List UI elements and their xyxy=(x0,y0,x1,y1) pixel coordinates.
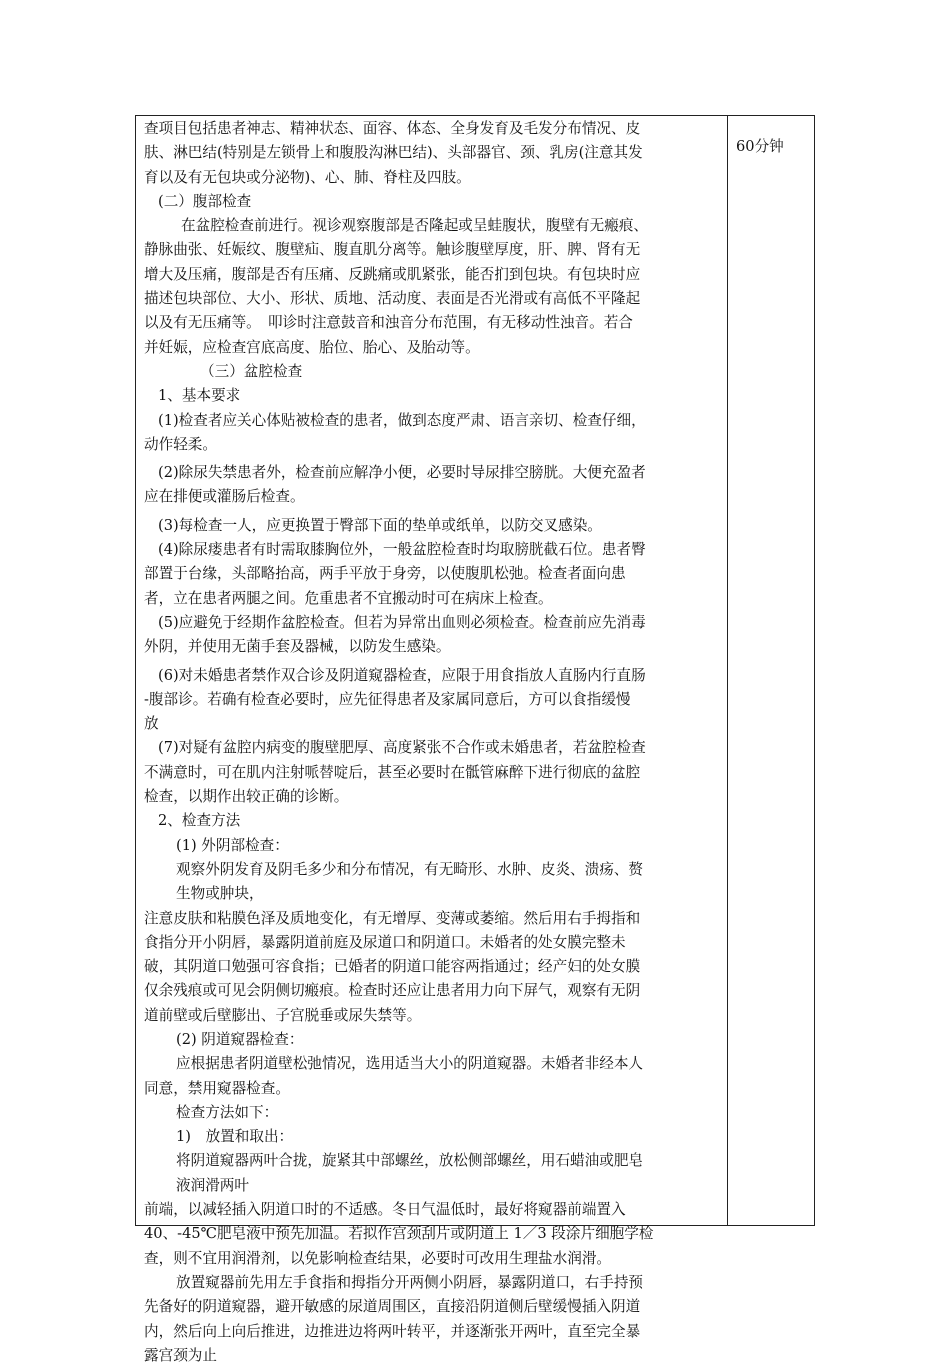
column-divider xyxy=(727,115,728,1226)
subsection-heading: 1、基本要求 xyxy=(158,387,241,405)
text-line: 外阴，并使用无菌手套及器械，以防发生感染。 xyxy=(144,638,451,656)
text-line: 内，然后向上向后推进，边推进边将两叶转平，并逐渐张开两叶，直至完全暴 xyxy=(144,1322,641,1340)
text-line: 应根据患者阴道壁松弛情况，选用适当大小的阴道窥器。未婚者非经本人 xyxy=(176,1055,644,1073)
text-line: 前端，以减轻插入阴道口时的不适感。冬日气温低时，最好将窥器前端置入 xyxy=(144,1201,626,1219)
text-line: 部置于台缘，头部略抬高，两手平放于身旁，以使腹肌松弛。检查者面向患 xyxy=(144,565,626,583)
text-line: 仅余残痕或可见会阴侧切瘢痕。检查时还应让患者用力向下屏气，观察有无阴 xyxy=(144,982,641,1000)
text-line: 放 xyxy=(144,715,159,733)
text-line: (1)检查者应关心体贴被检查的患者，做到态度严肃、语言亲切、检查仔细， xyxy=(158,411,646,429)
text-line: 肤、淋巴结(特别是左锁骨上和腹股沟淋巴结)、头部器官、颈、乳房(注意其发 xyxy=(144,144,643,162)
content-cell xyxy=(144,117,722,1368)
subsection-heading: (1) 外阴部检查： xyxy=(176,836,289,854)
section-heading-abdomen: (二）腹部检查 xyxy=(158,192,252,210)
text-line: 者，立在患者两腿之间。危重患者不宜搬动时可在病床上检查。 xyxy=(144,589,553,607)
text-line: 道前壁或后壁膨出、子宫脱垂或尿失禁等。 xyxy=(144,1006,422,1024)
text-line: (7)对疑有盆腔内病变的腹壁肥厚、高度紧张不合作或未婚患者，若盆腔检查 xyxy=(158,739,646,757)
text-line: (3)每检查一人，应更换置于臀部下面的垫单或纸单，以防交叉感染。 xyxy=(158,516,602,534)
text-line: 应在排便或灌肠后检查。 xyxy=(144,488,305,506)
text-line: 查，则不宜用润滑剂，以免影响检查结果，必要时可改用生理盐水润滑。 xyxy=(144,1249,612,1267)
text-line: 放置窥器前先用左手食指和拇指分开两侧小阴唇，暴露阴道口，右手持预 xyxy=(176,1273,644,1291)
text-line: 40、-45℃肥皂液中预先加温。若拟作宫颈刮片或阴道上 1／3 段涂片细胞学检 xyxy=(144,1225,654,1243)
text-line: 静脉曲张、妊娠纹、腹壁疝、腹直肌分离等。触诊腹壁厚度，肝、脾、肾有无 xyxy=(144,241,641,259)
text-line: 增大及压痛，腹部是否有压痛、反跳痛或肌紧张，能否扪到包块。有包块时应 xyxy=(144,265,641,283)
text-line: (6)对未婚患者禁作双合诊及阴道窥器检查，应限于用食指放人直肠内行直肠 xyxy=(158,666,646,684)
text-line: -腹部诊。若确有检查必要时，应先征得患者及家属同意后，方可以食指缓慢 xyxy=(144,690,631,708)
text-line: 描述包块部位、大小、形状、质地、活动度、表面是否光滑或有高低不平隆起 xyxy=(144,290,641,308)
text-line: 液润滑两叶 xyxy=(176,1176,249,1194)
text-line: 查项目包括患者神志、精神状态、面容、体态、全身发育及毛发分布情况、皮 xyxy=(144,120,641,137)
text-line: 不满意时，可在肌内注射哌替啶后，甚至必要时在骶管麻醉下进行彻底的盆腔 xyxy=(144,763,641,781)
text-line: 将阴道窥器两叶合拢，旋紧其中部螺丝，放松侧部螺丝，用石蜡油或肥皂 xyxy=(176,1152,644,1170)
text-line: 育以及有无包块或分泌物)、心、肺、脊柱及四肢。 xyxy=(144,168,471,186)
text-line: (4)除尿瘘患者有时需取膝胸位外，一般盆腔检查时均取膀胱截石位。患者臀 xyxy=(158,541,646,559)
text-line: 先备好的阴道窥器，避开敏感的尿道周围区，直接沿阴道侧后壁缓慢插入阴道 xyxy=(144,1298,641,1316)
text-line: 以及有无压痛等。 叩诊时注意鼓音和浊音分布范围，有无移动性浊音。若合 xyxy=(144,314,633,332)
text-line: 检查，以期作出较正确的诊断。 xyxy=(144,788,349,806)
text-line: 观察外阴发育及阴毛多少和分布情况，有无畸形、水肿、皮炎、溃疡、赘 xyxy=(176,860,644,878)
text-line: 在盆腔检查前进行。视诊观察腹部是否隆起或呈蛙腹状，腹壁有无瘢痕、 xyxy=(181,217,649,235)
text-line: 同意，禁用窥器检查。 xyxy=(144,1079,290,1097)
text-line: 破，其阴道口勉强可容食指；已婚者的阴道口能容两指通过；经产妇的处女膜 xyxy=(144,958,641,976)
text-line: 露宫颈为止 xyxy=(144,1346,217,1364)
subsection-heading: 2、检查方法 xyxy=(158,812,241,830)
duration-cell: 60分钟 xyxy=(736,138,784,155)
subsection-heading: (2) 阴道窥器检查： xyxy=(176,1030,304,1048)
text-line: 注意皮肤和粘膜色泽及质地变化，有无增厚、变薄或萎缩。然后用右手拇指和 xyxy=(144,909,641,927)
text-line: (2)除尿失禁患者外，检查前应解净小便，必要时导尿排空膀胱。大便充盈者 xyxy=(158,464,646,482)
subsection-heading: 1) 放置和取出： xyxy=(176,1128,294,1146)
text-line: 生物或肿块， xyxy=(176,885,264,903)
text-line: 动作轻柔。 xyxy=(144,435,217,453)
text-line: 检查方法如下： xyxy=(176,1103,279,1121)
text-line: 并妊娠，应检查宫底高度、胎位、胎心、及胎动等。 xyxy=(144,338,480,356)
section-heading-pelvic: （三）盆腔检查 xyxy=(200,362,303,380)
text-line: 食指分开小阴唇，暴露阴道前庭及尿道口和阴道口。未婚者的处女膜完整未 xyxy=(144,933,626,951)
text-line: (5)应避免于经期作盆腔检查。但若为异常出血则必须检查。检查前应先消毒 xyxy=(158,613,646,631)
